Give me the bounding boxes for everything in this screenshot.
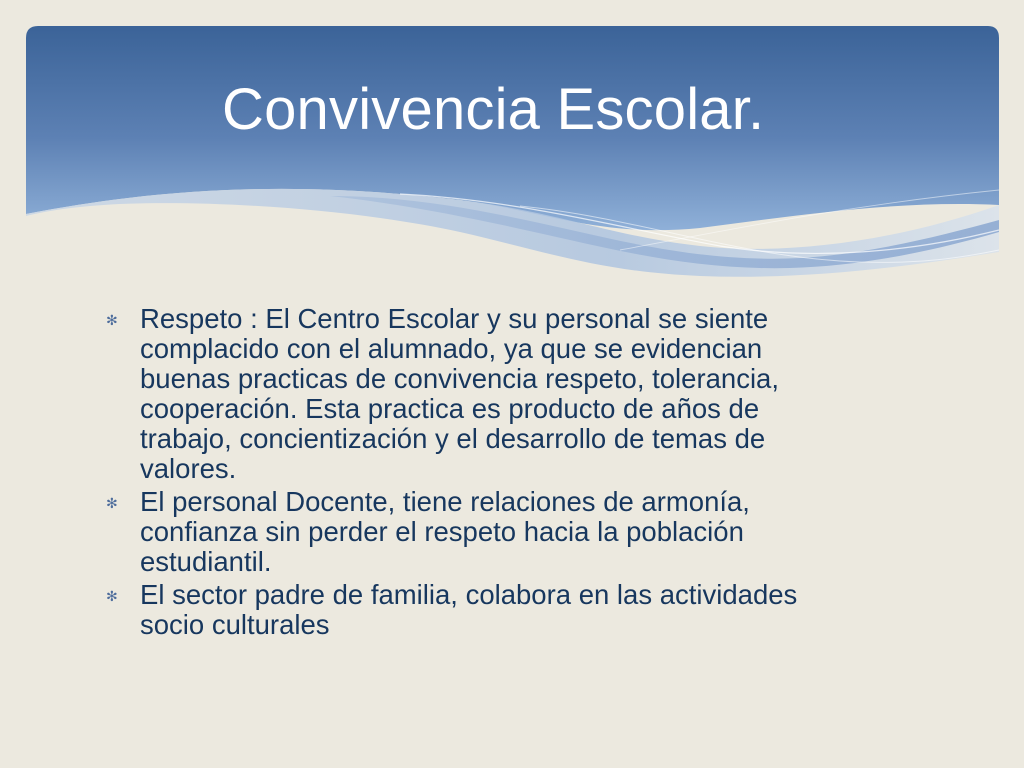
bullet-text: Respeto : El Centro Escolar y su personal se siente complacido con el alumnado, ya que se evidencian buenas practicas de convivencia respeto, tolerancia, cooperación. Esta practica es producto de años de trabajo, concientización y el desarrollo de temas de valores. (140, 303, 779, 484)
bullet-item (106, 304, 906, 484)
bullet-item (106, 580, 906, 640)
bullet-item (106, 487, 906, 577)
bullet-list (106, 304, 906, 643)
bullet-text: El sector padre de familia, colabora en las actividades socio culturales (140, 579, 798, 640)
asterisk-bullet-icon: ✻ (106, 312, 118, 328)
slide-title: Convivencia Escolar. (222, 77, 765, 142)
bullet-text: El personal Docente, tiene relaciones de armonía, confianza sin perder el respeto hacia la población estudiantil. (140, 486, 750, 577)
asterisk-bullet-icon: ✻ (106, 588, 118, 604)
asterisk-bullet-icon: ✻ (106, 495, 118, 511)
header-wave-banner (0, 0, 1024, 300)
